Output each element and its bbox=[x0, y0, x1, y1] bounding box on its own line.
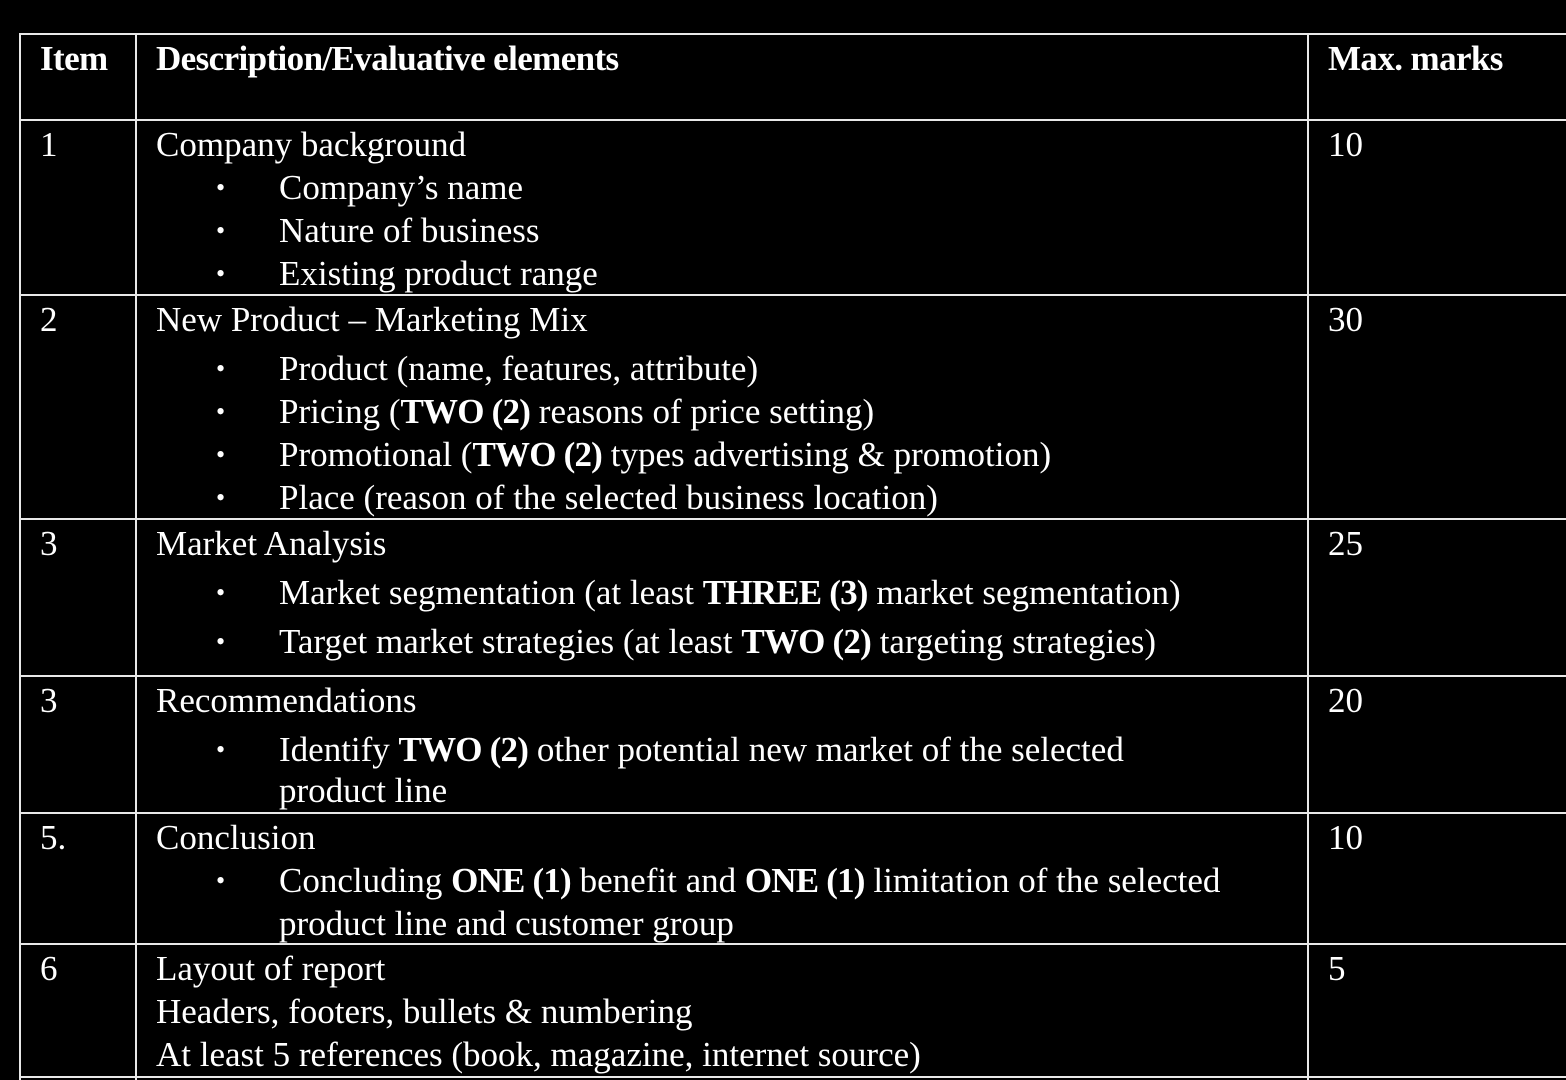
bullet-icon: • bbox=[216, 216, 226, 245]
bullet-icon: • bbox=[216, 578, 226, 607]
row-title: Conclusion bbox=[156, 818, 316, 857]
list-item: • Identify TWO (2) other potential new market of the selected bbox=[216, 730, 1124, 769]
row-detail-line: Headers, footers, bullets & numbering bbox=[156, 992, 693, 1031]
table-row bbox=[21, 814, 1566, 945]
row-description bbox=[156, 298, 1051, 519]
bullet-list bbox=[156, 571, 1181, 663]
bullet-icon: • bbox=[216, 173, 226, 202]
row-title: Company background bbox=[156, 125, 467, 164]
list-item: • Nature of business bbox=[216, 211, 540, 250]
table-header-row bbox=[21, 35, 1566, 121]
bullet-icon: • bbox=[216, 397, 226, 426]
bullet-list bbox=[156, 347, 1051, 519]
list-item: • Promotional (TWO (2) types advertising & promotion) bbox=[216, 435, 1052, 474]
row-item-number: 2 bbox=[40, 300, 58, 339]
list-item: • Company’s name bbox=[216, 168, 523, 207]
list-item: • Target market strategies (at least TWO (2) targeting strategies) bbox=[216, 622, 1157, 661]
bullet-list bbox=[156, 859, 1220, 945]
header-max-marks: Max. marks bbox=[1328, 39, 1503, 78]
table-row bbox=[21, 677, 1566, 814]
row-item-number: 5. bbox=[40, 818, 67, 857]
row-item-number: 1 bbox=[40, 125, 58, 164]
list-item: • Pricing (TWO (2) reasons of price setting) bbox=[216, 392, 875, 431]
bullet-icon: • bbox=[216, 259, 226, 288]
row-description bbox=[156, 947, 921, 1076]
header-item: Item bbox=[40, 39, 108, 78]
list-item-continuation: product line and customer group bbox=[279, 904, 734, 943]
row-max-marks: 5 bbox=[1328, 949, 1346, 988]
table-row bbox=[21, 296, 1566, 520]
row-description bbox=[156, 522, 1181, 663]
row-description bbox=[156, 816, 1220, 945]
bullet-list bbox=[156, 728, 1124, 812]
bullet-list bbox=[156, 166, 598, 295]
list-item-continuation: product line bbox=[279, 771, 448, 810]
table-row bbox=[21, 945, 1566, 1078]
row-item-number: 3 bbox=[40, 524, 58, 563]
bullet-icon: • bbox=[216, 440, 226, 469]
row-description bbox=[156, 679, 1124, 812]
row-max-marks: 25 bbox=[1328, 524, 1363, 563]
row-title: New Product – Marketing Mix bbox=[156, 300, 588, 339]
row-item-number: 3 bbox=[40, 681, 58, 720]
row-title: Market Analysis bbox=[156, 524, 387, 563]
row-max-marks: 20 bbox=[1328, 681, 1363, 720]
list-item: • Concluding ONE (1) benefit and ONE (1) limitation of the selected bbox=[216, 861, 1221, 900]
row-max-marks: 30 bbox=[1328, 300, 1363, 339]
table-row bbox=[21, 520, 1566, 677]
list-item: • Existing product range bbox=[216, 254, 598, 293]
bullet-icon: • bbox=[216, 735, 226, 764]
bullet-icon: • bbox=[216, 866, 226, 895]
header-description: Description/Evaluative elements bbox=[156, 39, 619, 78]
list-item: • Market segmentation (at least THREE (3) market segmentation) bbox=[216, 573, 1181, 612]
row-max-marks: 10 bbox=[1328, 818, 1363, 857]
row-max-marks: 10 bbox=[1328, 125, 1363, 164]
row-description bbox=[156, 123, 598, 295]
row-item-number: 6 bbox=[40, 949, 58, 988]
bullet-icon: • bbox=[216, 354, 226, 383]
marking-rubric-table bbox=[19, 33, 1566, 1080]
list-item: • Place (reason of the selected business location) bbox=[216, 478, 938, 517]
list-item: • Product (name, features, attribute) bbox=[216, 349, 759, 388]
bullet-icon: • bbox=[216, 483, 226, 512]
bullet-icon: • bbox=[216, 627, 226, 656]
row-title: Recommendations bbox=[156, 681, 417, 720]
row-title: Layout of report bbox=[156, 949, 386, 988]
row-detail-line: At least 5 references (book, magazine, internet source) bbox=[156, 1035, 921, 1074]
table-row bbox=[21, 121, 1566, 296]
